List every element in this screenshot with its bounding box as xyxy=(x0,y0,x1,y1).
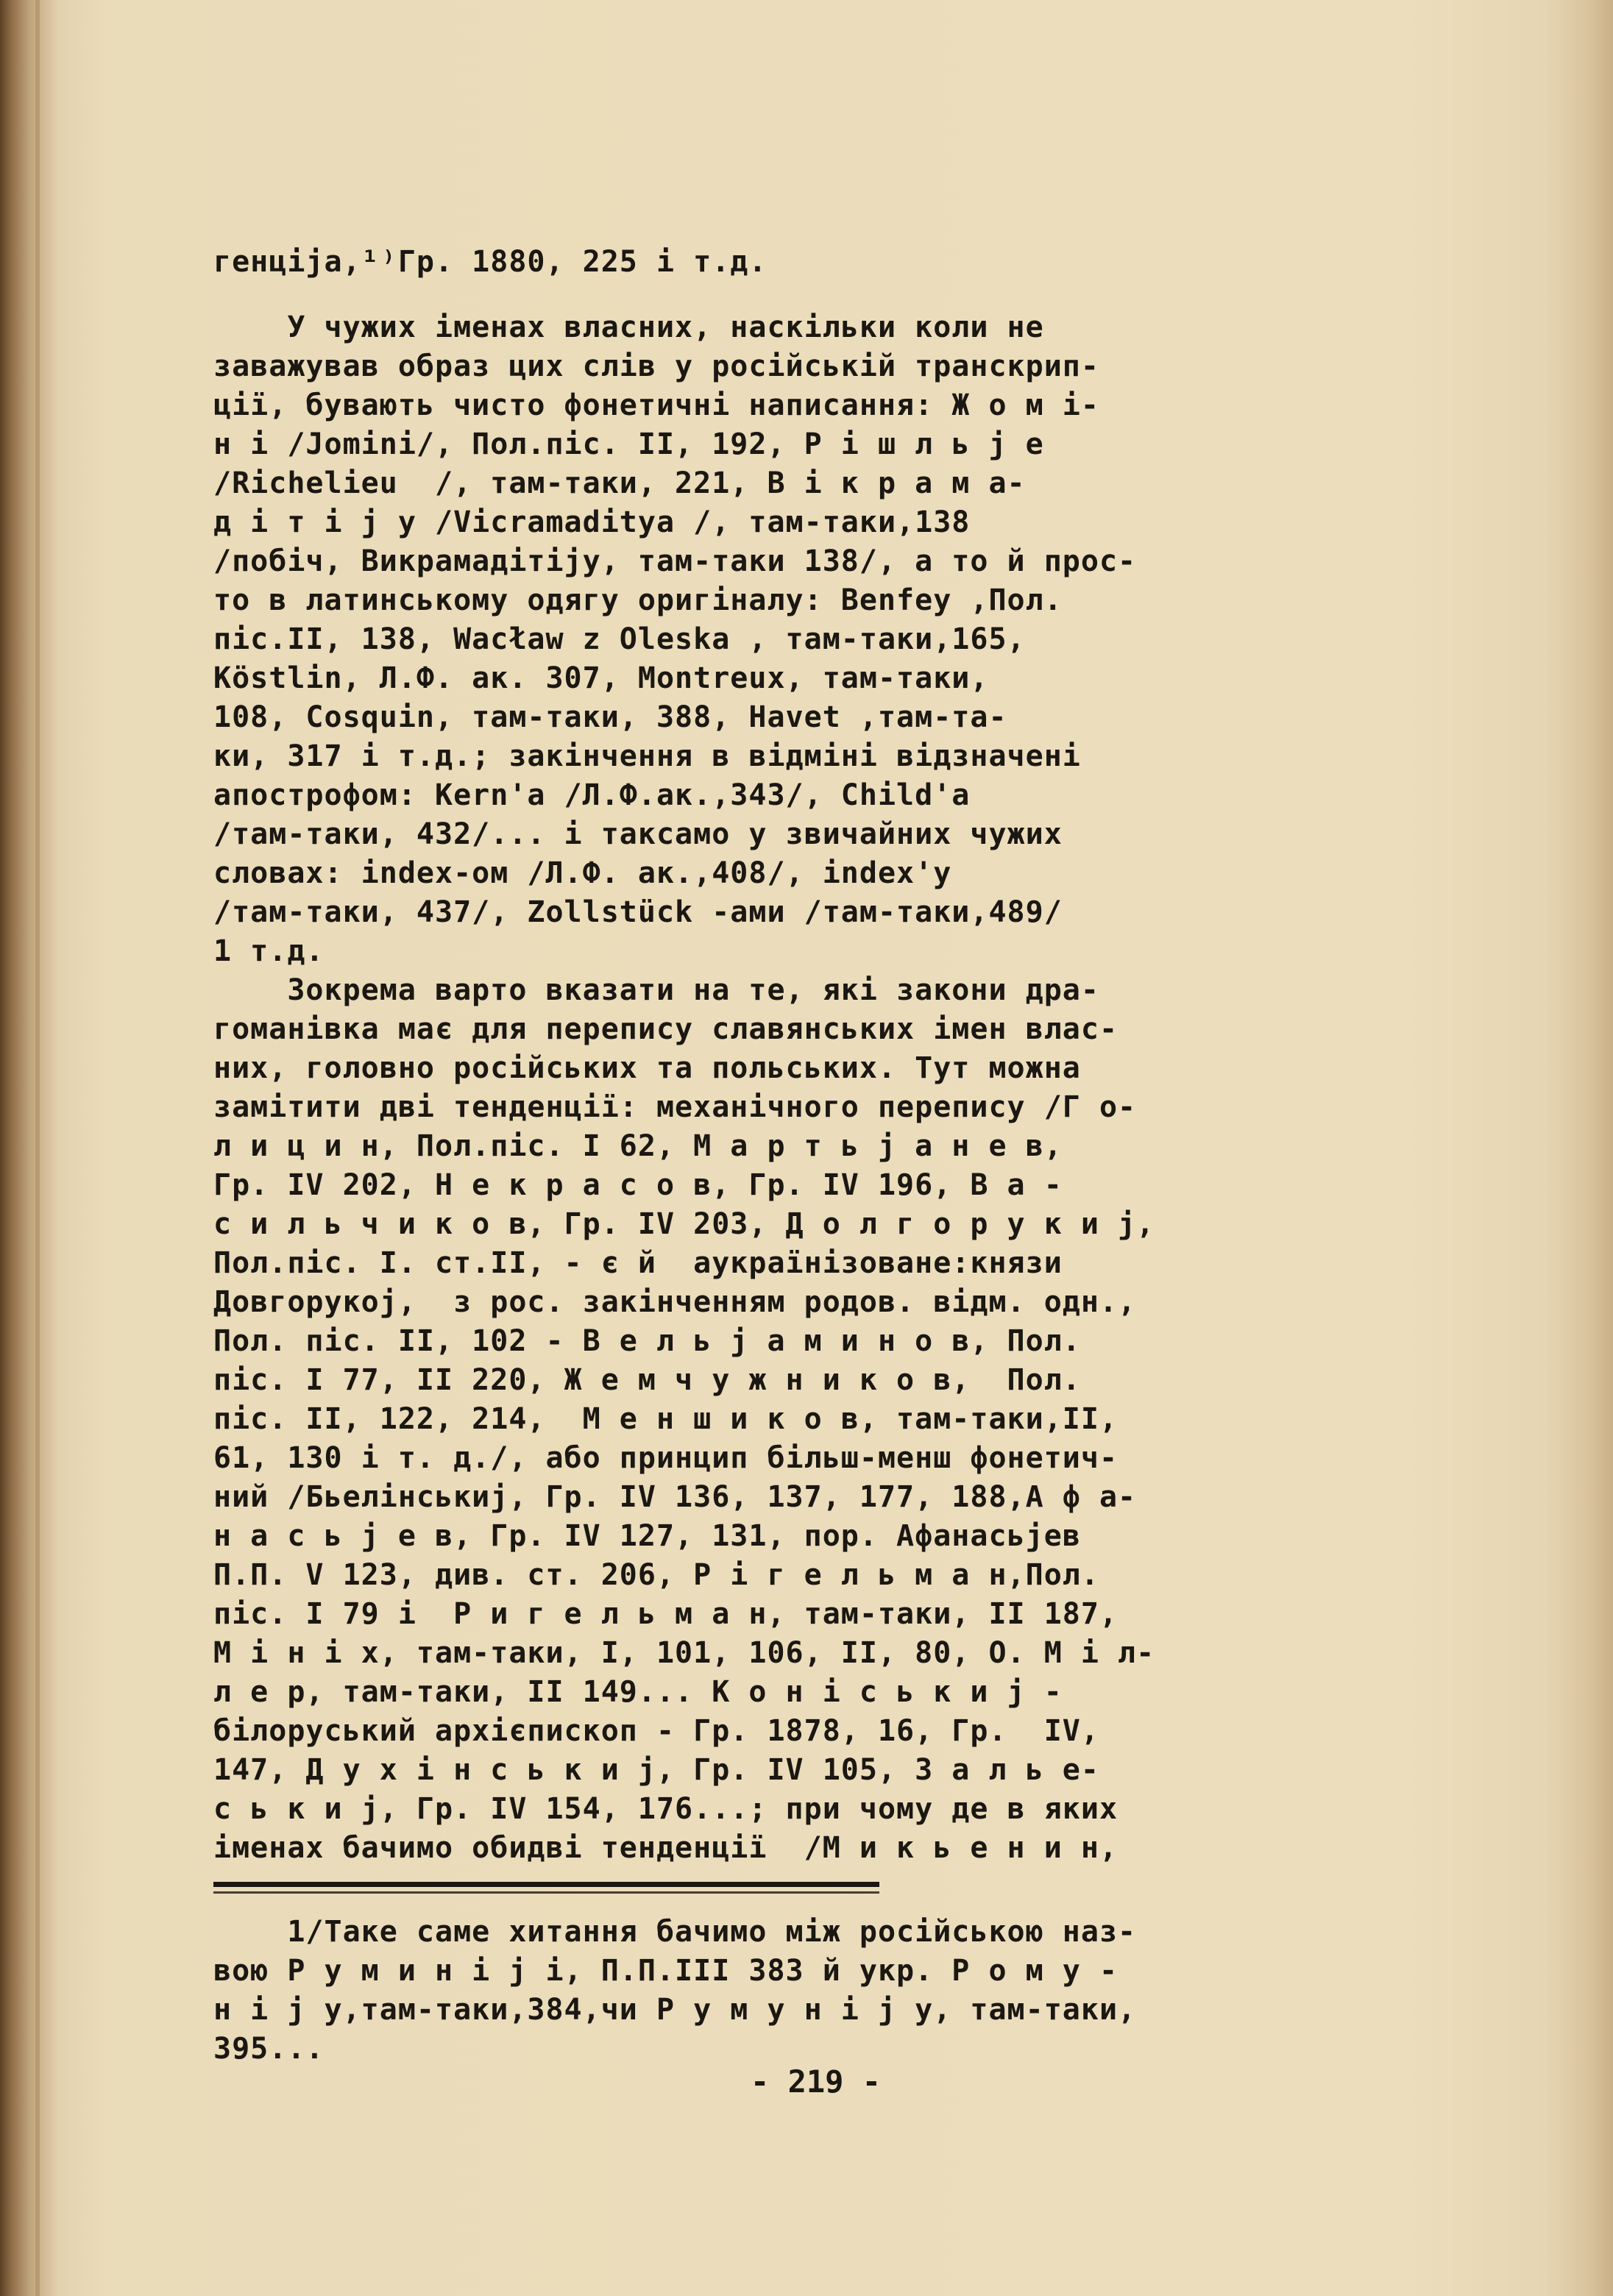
text-line: них, головно російських та польських. Тут можна xyxy=(213,1051,1081,1085)
text-line: П.П. V 123, див. ст. 206, Р і г е л ь м а н,Пол. xyxy=(213,1558,1099,1592)
text-line: білоруський архієпископ - Гр. 1878, 16, Гр. IV, xyxy=(213,1714,1099,1748)
text-line: словах: index-ом /Л.Ф. ак.,408/, index'y xyxy=(213,856,952,890)
text-line: 147, Д у х і н с ь к и ј, Гр. IV 105, З а л ь е- xyxy=(213,1753,1099,1787)
text-line: піс.II, 138, Wacław z Oleska , там-таки,165, xyxy=(213,622,1026,656)
text-line: с ь к и ј, Гр. IV 154, 176...; при чому де в яких xyxy=(213,1792,1119,1826)
text-line: /там-таки, 432/... і таксамо у звичайних чужих xyxy=(213,817,1063,851)
text-line: піс. II, 122, 214, М е н ш и к о в, там-таки,II, xyxy=(213,1402,1119,1436)
text-line: н і /Jomini/, Пол.піс. II, 192, Р і ш л ь ј е xyxy=(213,427,1044,461)
text-line: іменах бачимо обидві тенденції /М и к ь е н и н, xyxy=(213,1831,1119,1865)
text-line: Пол. піс. II, 102 - В е л ь ј а м и н о в, Пол. xyxy=(213,1324,1081,1358)
text-line: апострофом: Kern'a /Л.Ф.ак.,343/, Child'a xyxy=(213,778,971,812)
text-line: Гр. IV 202, Н е к р а с о в, Гр. IV 196, В а - xyxy=(213,1168,1063,1202)
text-line: /Richelieu /, там-таки, 221, В і к р а м а- xyxy=(213,466,1026,500)
text-line: ції, бувають чисто фонетичні написання: Ж о м і- xyxy=(213,388,1099,422)
text-line: /побіч, Викрамадітіју, там-таки 138/, а то й прос- xyxy=(213,544,1137,578)
paragraph-gap xyxy=(213,282,1435,308)
text-line: піс. I 79 і Р и г е л ь м а н, там-таки, II 187, xyxy=(213,1597,1119,1631)
text-line: Köstlin, Л.Ф. ак. 307, Montreux, там-таки, xyxy=(213,661,989,695)
footnote-divider-second xyxy=(213,1891,879,1894)
text-line: Зокрема варто вказати на те, які закони дра- xyxy=(213,973,1099,1007)
footnote-line: 395... xyxy=(213,2032,325,2066)
footnote xyxy=(213,1911,1435,2067)
text-line: с и л ь ч и к о в, Гр. IV 203, Д о л г о р у к и ј, xyxy=(213,1207,1155,1241)
page-number: - 219 - xyxy=(751,2064,882,2100)
text-line: 1 т.д. xyxy=(213,934,325,968)
text-line: л и ц и н, Пол.піс. I 62, М а р т ь ј а н е в, xyxy=(213,1129,1063,1163)
footnote-line: 1/Таке саме хитання бачимо між російською наз- xyxy=(213,1915,1137,1949)
text-line: генціја,¹⁾Гр. 1880, 225 і т.д. xyxy=(213,245,767,279)
text-line: д і т і ј у /Vicramaditya /, там-таки,138 xyxy=(213,505,971,539)
footnote-line: н і ј у,там-таки,384,чи Р у м у н і ј у, там-таки, xyxy=(213,1993,1137,2027)
main-text xyxy=(213,243,1435,1868)
footnote-divider xyxy=(213,1882,879,1887)
page-binding-edge xyxy=(35,0,40,2296)
text-line: ки, 317 і т.д.; закінчення в відміні відзначені xyxy=(213,739,1081,773)
text-line: 61, 130 і т. д./, або принцип більш-менш фонетич- xyxy=(213,1441,1119,1475)
text-line: У чужих іменах власних, наскільки коли не xyxy=(213,310,1044,344)
text-line: 108, Cosquin, там-таки, 388, Havet ,там-та- xyxy=(213,700,1007,734)
text-line: ний /Бьелінськиј, Гр. IV 136, 137, 177, 188,А ф а- xyxy=(213,1480,1137,1514)
text-line: Пол.піс. I. ст.II, - є й аукраїнізоване:князи xyxy=(213,1246,1063,1280)
text-line: Довгорукој, з рос. закінченням родов. відм. одн., xyxy=(213,1285,1137,1319)
text-line: піс. I 77, II 220, Ж е м ч у ж н и к о в, Пол. xyxy=(213,1363,1081,1397)
text-line: /там-таки, 437/, Zollstück -ами /там-таки,489/ xyxy=(213,895,1063,929)
text-line: гоманівка має для перепису славянських імен влас- xyxy=(213,1012,1119,1046)
text-line: то в латинському одягу оригіналу: Benfey ,Пол. xyxy=(213,583,1063,617)
footnote-line: вою Р у м и н і ј і, П.П.III 383 й укр. Р о м у - xyxy=(213,1954,1119,1988)
text-line: л е р, там-таки, II 149... К о н і с ь к и ј - xyxy=(213,1675,1063,1709)
text-line: М і н і х, там-таки, I, 101, 106, II, 80, О. М і л- xyxy=(213,1636,1155,1670)
text-line: замітити дві тенденції: механічного перепису /Г о- xyxy=(213,1090,1137,1124)
text-line: заважував образ цих слів у російській транскрип- xyxy=(213,349,1099,383)
text-line: н а с ь ј е в, Гр. IV 127, 131, пор. Афанасьјев xyxy=(213,1519,1081,1553)
